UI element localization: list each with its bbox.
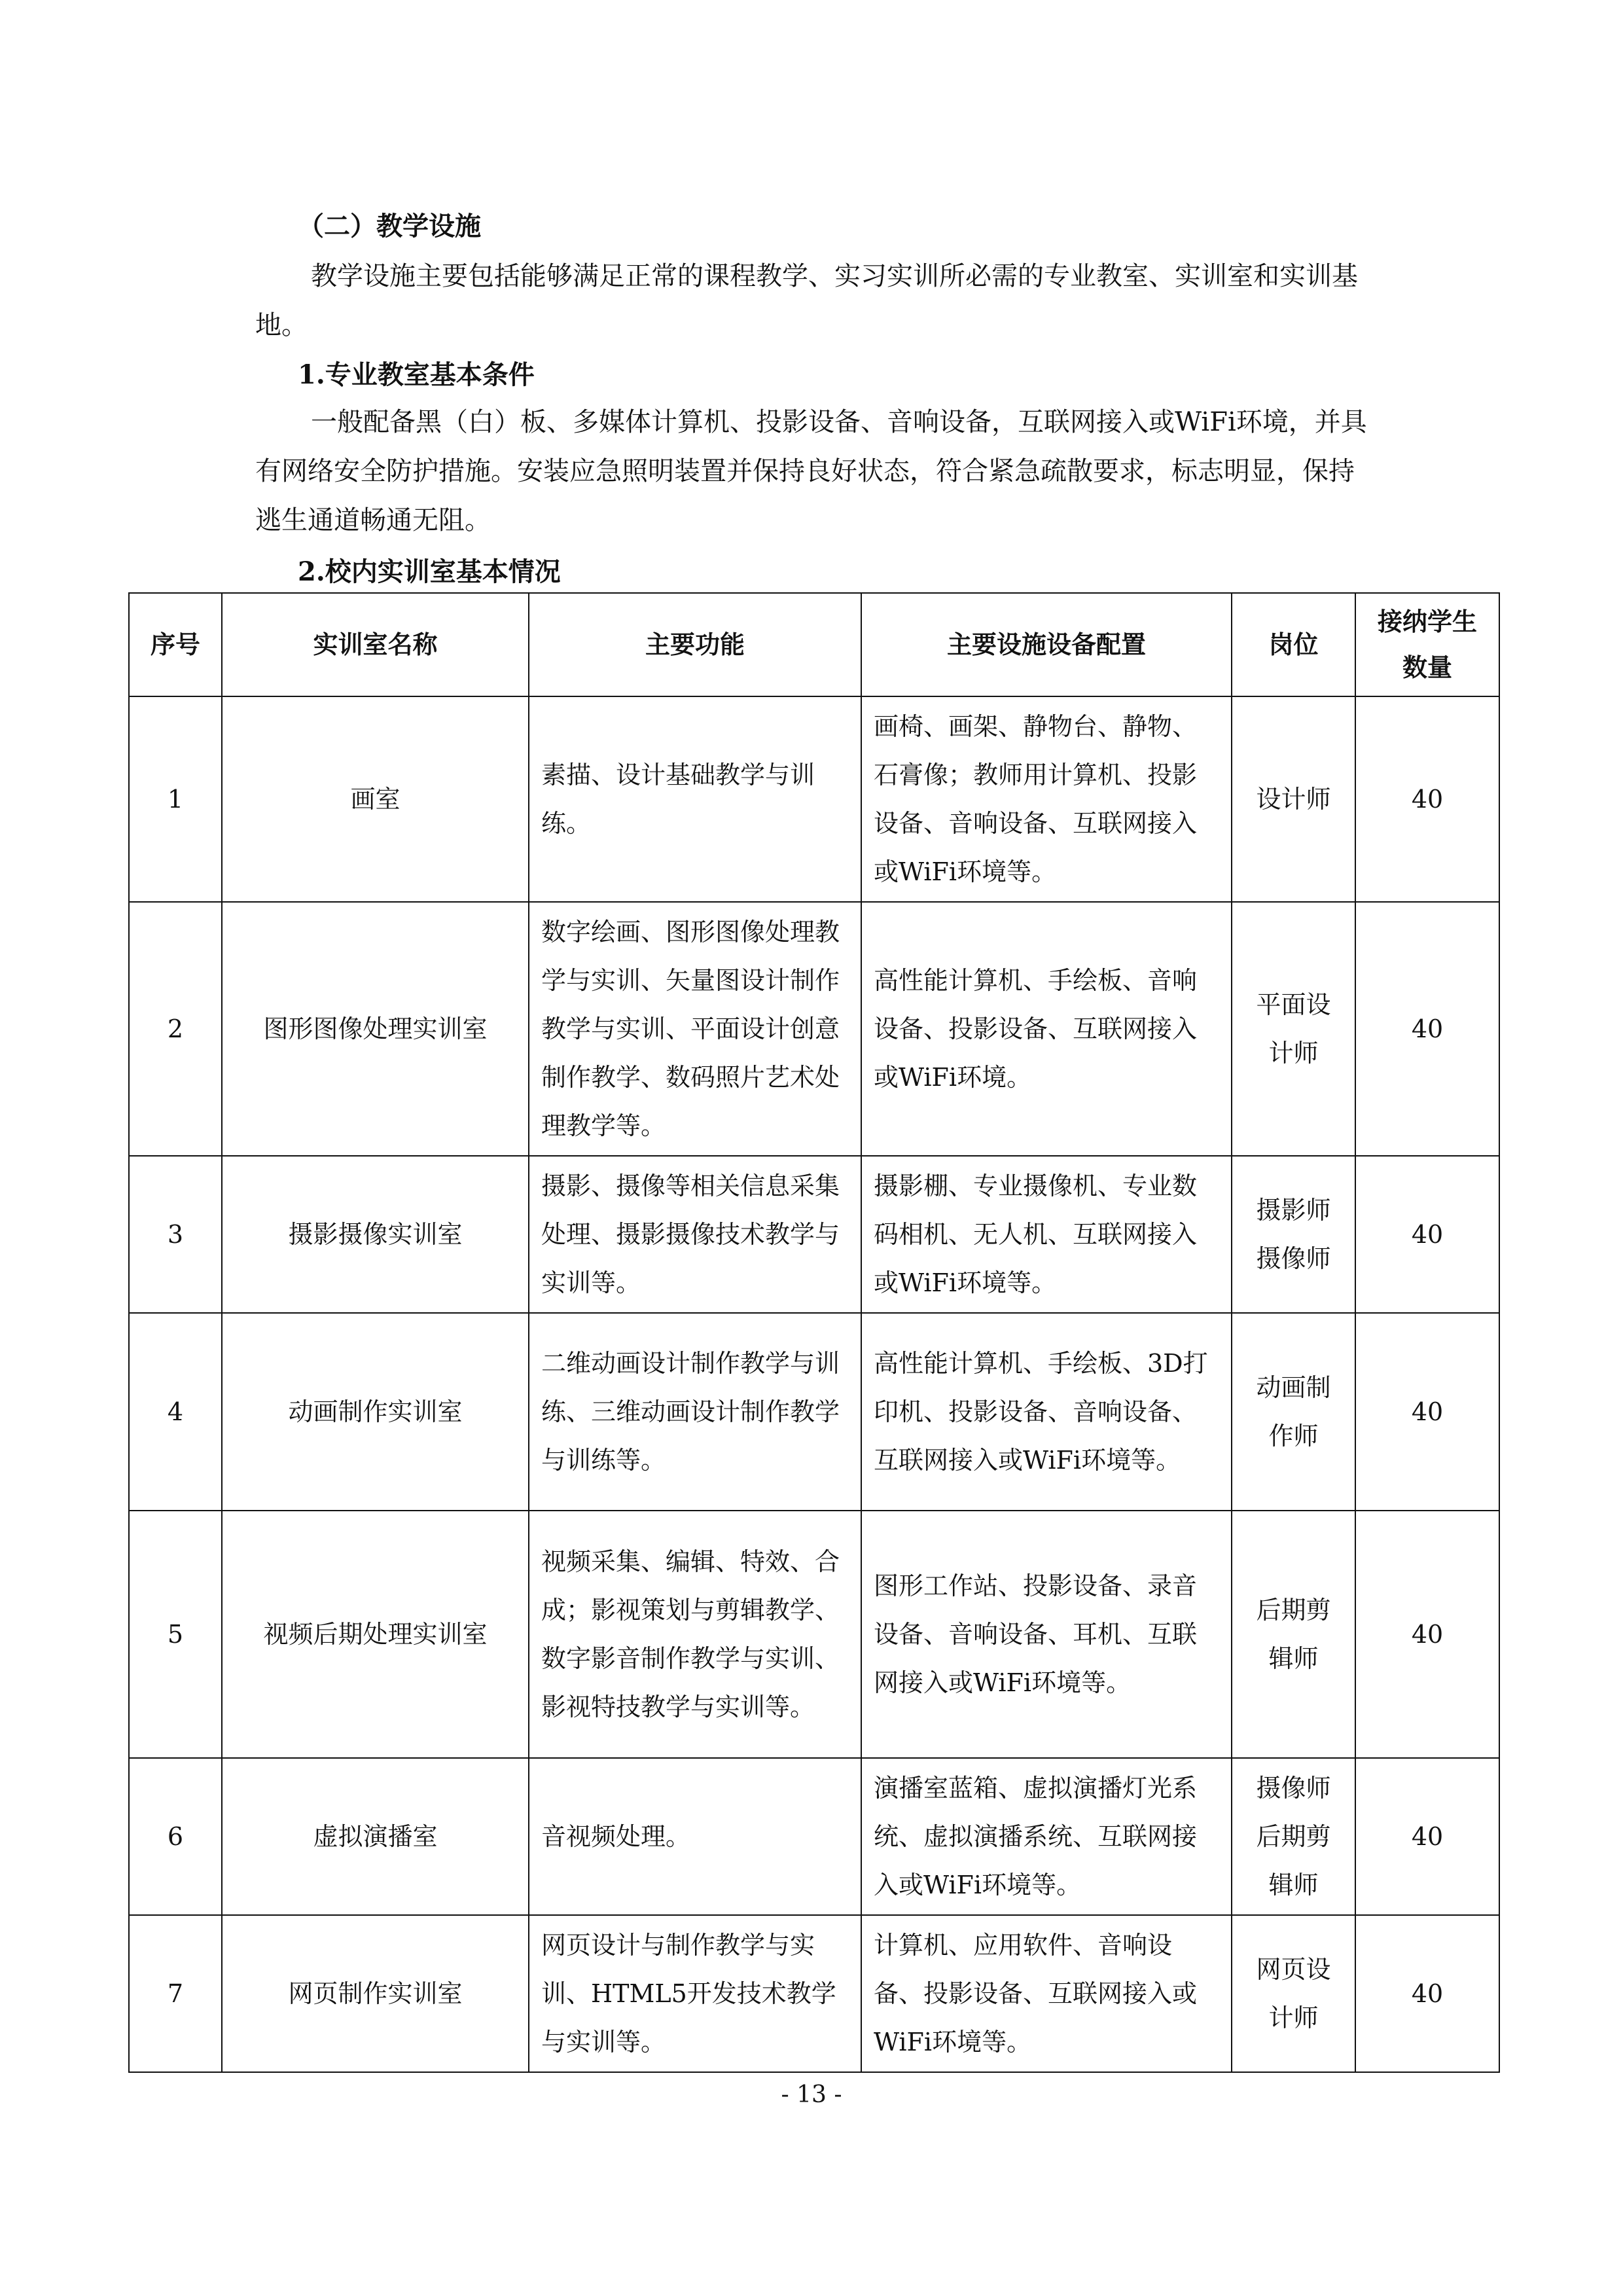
table-row [129, 1758, 1499, 1915]
row-room-name: 动画制作实训室 [222, 1313, 529, 1511]
row-function: 摄影、摄像等相关信息采集处理、摄影摄像技术教学与实训等。 [529, 1156, 861, 1313]
table-row [129, 1511, 1499, 1758]
row-room-name: 网页制作实训室 [222, 1915, 529, 2072]
row-no: 4 [129, 1313, 222, 1511]
section-heading: （二）教学设施 [298, 211, 481, 242]
row-equipment: 高性能计算机、手绘板、3D打印机、投影设备、音响设备、互联网接入或WiFi环境等。 [861, 1313, 1232, 1511]
row-capacity: 40 [1355, 1313, 1499, 1511]
row-no: 2 [129, 902, 222, 1156]
row-capacity: 40 [1355, 1758, 1499, 1915]
row-no: 7 [129, 1915, 222, 2072]
row-equipment: 画椅、画架、静物台、静物、石膏像；教师用计算机、投影设备、音响设备、互联网接入或WiFi环境等。 [861, 696, 1232, 902]
intro-paragraph: 教学设施主要包括能够满足正常的课程教学、实习实训所必需的专业教室、实训室和实训基地。 [255, 261, 1358, 340]
row-no: 3 [129, 1156, 222, 1313]
row-equipment: 摄影棚、专业摄像机、专业数码相机、无人机、互联网接入或WiFi环境等。 [861, 1156, 1232, 1313]
row-position: 平面设计师 [1232, 902, 1355, 1156]
row-function: 素描、设计基础教学与训练。 [529, 696, 861, 902]
header-room-name: 实训室名称 [222, 593, 529, 696]
row-no: 5 [129, 1511, 222, 1758]
table-row [129, 696, 1499, 902]
row-function: 二维动画设计制作教学与训练、三维动画设计制作教学与训练等。 [529, 1313, 861, 1511]
row-capacity: 40 [1355, 1915, 1499, 2072]
training-rooms-table [128, 592, 1500, 2073]
row-capacity: 40 [1355, 1511, 1499, 1758]
subsection-1-paragraph: 一般配备黑（白）板、多媒体计算机、投影设备、音响设备，互联网接入或WiFi环境，并具有网络安全防护措施。安装应急照明装置并保持良好状态，符合紧急疏散要求，标志明显，保持逃生通道畅通无阻。 [255, 407, 1367, 535]
subsection-1-heading: 1.专业教室基本条件 [298, 359, 535, 390]
row-position: 动画制作师 [1232, 1313, 1355, 1511]
row-capacity: 40 [1355, 902, 1499, 1156]
row-room-name: 图形图像处理实训室 [222, 902, 529, 1156]
table-row [129, 902, 1499, 1156]
row-room-name: 摄影摄像实训室 [222, 1156, 529, 1313]
row-equipment: 图形工作站、投影设备、录音设备、音响设备、耳机、互联网接入或WiFi环境等。 [861, 1511, 1232, 1758]
table-row [129, 1156, 1499, 1313]
header-capacity: 接纳学生数量 [1355, 593, 1499, 696]
row-function: 音视频处理。 [529, 1758, 861, 1915]
row-room-name: 虚拟演播室 [222, 1758, 529, 1915]
header-function: 主要功能 [529, 593, 861, 696]
row-capacity: 40 [1355, 696, 1499, 902]
table-header-row [129, 593, 1499, 696]
row-equipment: 计算机、应用软件、音响设备、投影设备、互联网接入或WiFi环境等。 [861, 1915, 1232, 2072]
row-function: 数字绘画、图形图像处理教学与实训、矢量图设计制作教学与实训、平面设计创意制作教学、数码照片艺术处理教学等。 [529, 902, 861, 1156]
row-position: 摄像师后期剪辑师 [1232, 1758, 1355, 1915]
table-row [129, 1915, 1499, 2072]
row-equipment: 高性能计算机、手绘板、音响设备、投影设备、互联网接入或WiFi环境。 [861, 902, 1232, 1156]
row-position: 摄影师摄像师 [1232, 1156, 1355, 1313]
page-number: - 13 - [781, 2081, 842, 2108]
row-no: 6 [129, 1758, 222, 1915]
row-room-name: 画室 [222, 696, 529, 902]
row-room-name: 视频后期处理实训室 [222, 1511, 529, 1758]
table-row [129, 1313, 1499, 1511]
header-no: 序号 [129, 593, 222, 696]
row-position: 后期剪辑师 [1232, 1511, 1355, 1758]
row-function: 视频采集、编辑、特效、合成；影视策划与剪辑教学、数字影音制作教学与实训、影视特技教学与实训等。 [529, 1511, 861, 1758]
row-capacity: 40 [1355, 1156, 1499, 1313]
header-position: 岗位 [1232, 593, 1355, 696]
row-equipment: 演播室蓝箱、虚拟演播灯光系统、虚拟演播系统、互联网接入或WiFi环境等。 [861, 1758, 1232, 1915]
row-position: 设计师 [1232, 696, 1355, 902]
subsection-2-heading: 2.校内实训室基本情况 [298, 556, 561, 587]
row-function: 网页设计与制作教学与实训、HTML5开发技术教学与实训等。 [529, 1915, 861, 2072]
row-no: 1 [129, 696, 222, 902]
header-equipment: 主要设施设备配置 [861, 593, 1232, 696]
row-position: 网页设计师 [1232, 1915, 1355, 2072]
